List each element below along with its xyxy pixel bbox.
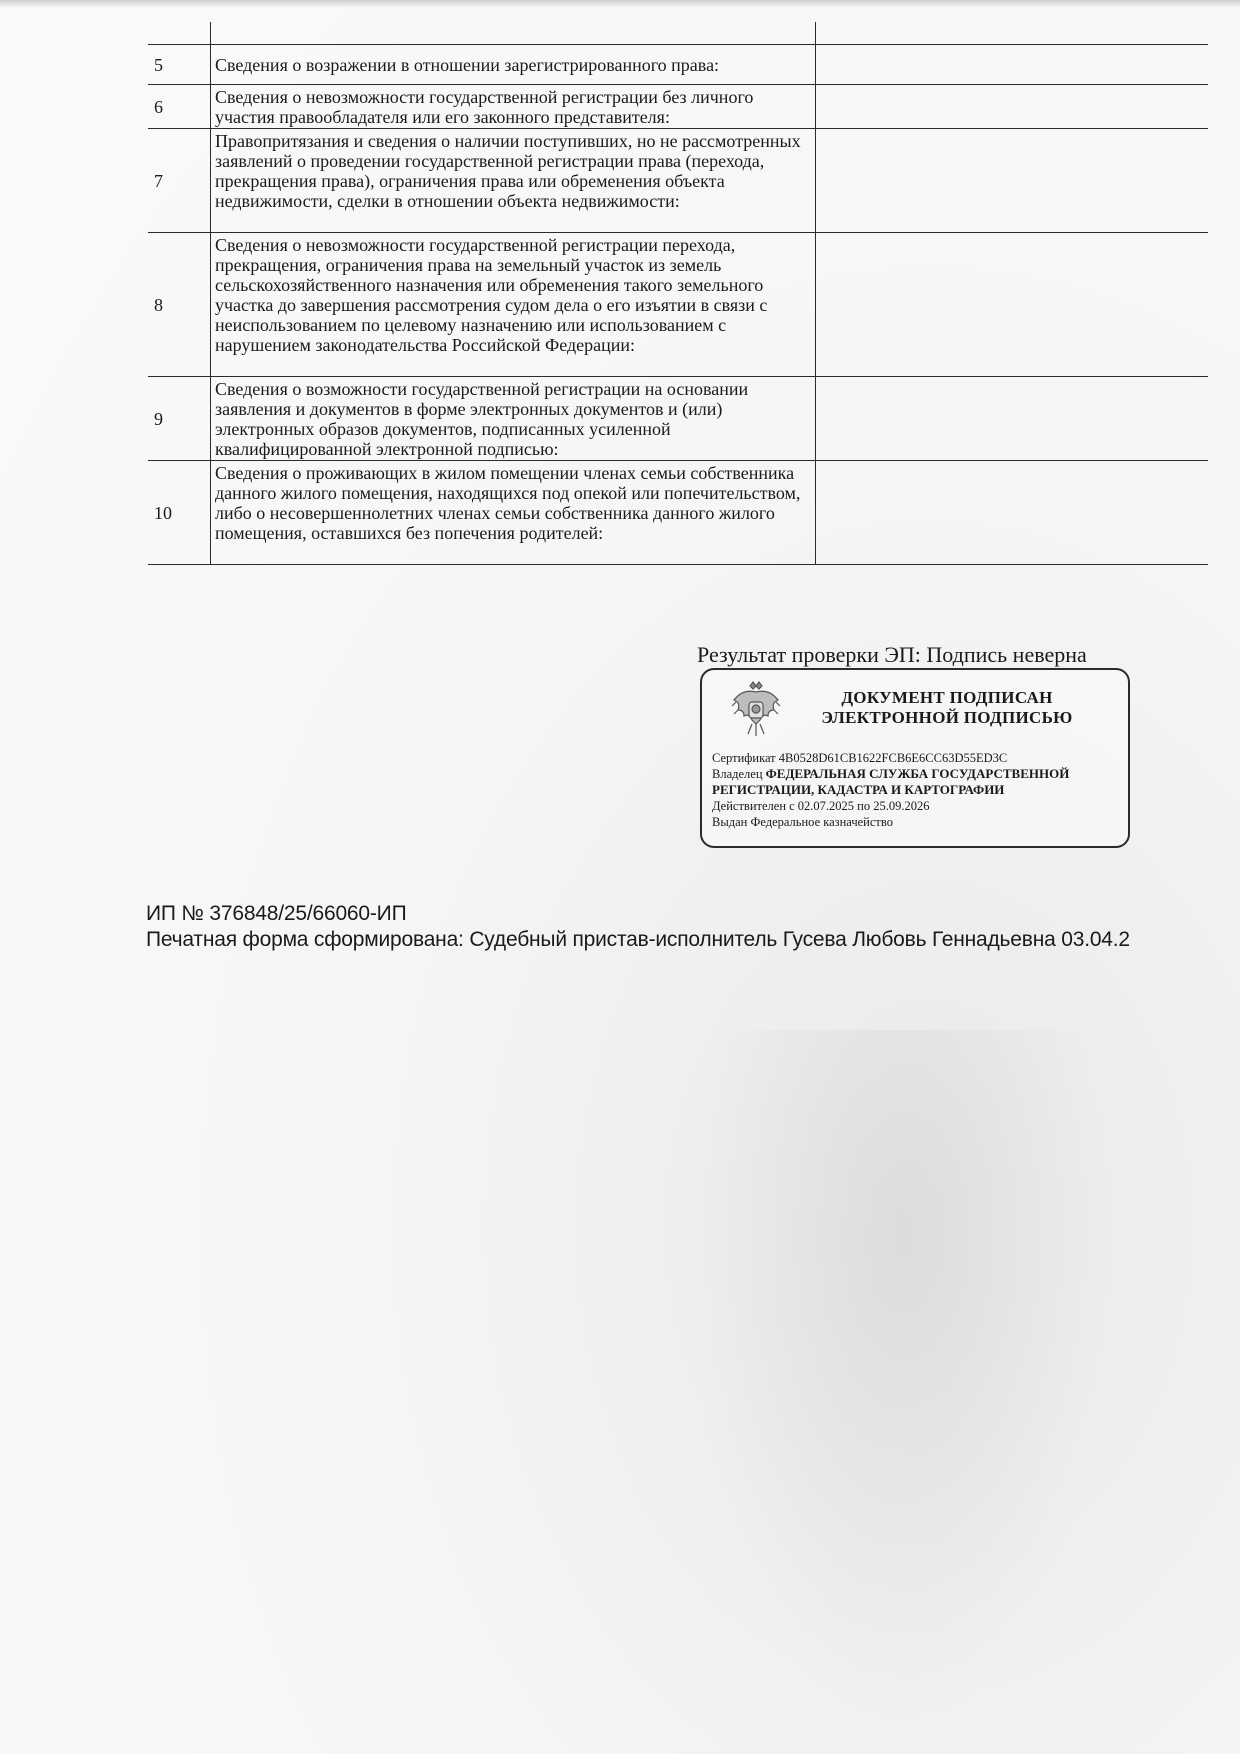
scan-edge-shadow <box>0 0 1240 8</box>
owner-line-continued: РЕГИСТРАЦИИ, КАДАСТРА И КАРТОГРАФИИ <box>712 782 1005 797</box>
row-description: Сведения о невозможности государственной регистрации без личного участия правообладателя или его законного представителя: <box>211 85 816 129</box>
row-value <box>816 377 1209 461</box>
table-row <box>148 461 1208 565</box>
table-row <box>148 85 1208 129</box>
issuer: Выдан Федеральное казначейство <box>712 815 893 829</box>
scan-noise <box>690 1030 1110 1730</box>
row-number: 10 <box>148 461 211 565</box>
row-value <box>816 461 1209 565</box>
registration-info-table <box>148 22 1208 565</box>
row-number: 6 <box>148 85 211 129</box>
row-description: Сведения о проживающих в жилом помещении членах семьи собственника данного жилого помещения, находящихся под опекой или попечительством, либо о несовершеннолетних членах семьи собственника данного жилого помещения, оставшихся без попечения родителей: <box>211 461 816 565</box>
table-row <box>148 45 1208 85</box>
row-value <box>816 85 1209 129</box>
row-number: 5 <box>148 45 211 85</box>
certificate-number: Сертификат 4B0528D61CB1622FCB6E6CC63D55ED3C <box>712 751 1008 765</box>
stamp-title-line: ЭЛЕКТРОННОЙ ПОДПИСЬЮ <box>821 708 1073 727</box>
table-row <box>148 233 1208 377</box>
signature-verification-result: Результат проверки ЭП: Подпись неверна <box>697 642 1087 667</box>
stamp-details <box>712 750 1069 830</box>
enforcement-proceeding-number: ИП № 376848/25/66060-ИП <box>146 902 407 925</box>
electronic-signature-stamp <box>700 668 1130 848</box>
table-row-stub <box>148 22 1208 45</box>
row-description: Сведения о возможности государственной регистрации на основании заявления и документов в форме электронных документов и (или) электронных образов документов, подписанных усиленной квалифицированной электронной подписью: <box>211 377 816 461</box>
validity-period: Действителен с 02.07.2025 по 25.09.2026 <box>712 799 930 813</box>
table-row <box>148 129 1208 233</box>
row-value <box>816 129 1209 233</box>
coat-of-arms-icon <box>730 680 782 738</box>
row-description: Сведения о возражении в отношении зарегистрированного права: <box>211 45 816 85</box>
row-number: 7 <box>148 129 211 233</box>
row-number: 8 <box>148 233 211 377</box>
stamp-title <box>812 688 1082 728</box>
print-form-author: Печатная форма сформирована: Судебный пристав-исполнитель Гусева Любовь Геннадьевна 03.04.2 <box>146 928 1130 951</box>
row-description: Сведения о невозможности государственной регистрации перехода, прекращения, ограничения права на земельный участок из земель сельскохозяйственного назначения или обременения такого земельного участка до завершения рассмотрения судом дела о его изъятии в связи с неиспользованием по целевому назначению или использованием с нарушением законодательства Российской Федерации: <box>211 233 816 377</box>
table-row <box>148 377 1208 461</box>
row-description: Правопритязания и сведения о наличии поступивших, но не рассмотренных заявлений о проведении государственной регистрации права (перехода, прекращения права), ограничения права или обременения объекта недвижимости, сделки в отношении объекта недвижимости: <box>211 129 816 233</box>
row-value <box>816 45 1209 85</box>
owner-line: Владелец ФЕДЕРАЛЬНАЯ СЛУЖБА ГОСУДАРСТВЕННОЙ <box>712 766 1070 781</box>
row-number: 9 <box>148 377 211 461</box>
stamp-title-line: ДОКУМЕНТ ПОДПИСАН <box>841 688 1053 707</box>
row-value <box>816 233 1209 377</box>
